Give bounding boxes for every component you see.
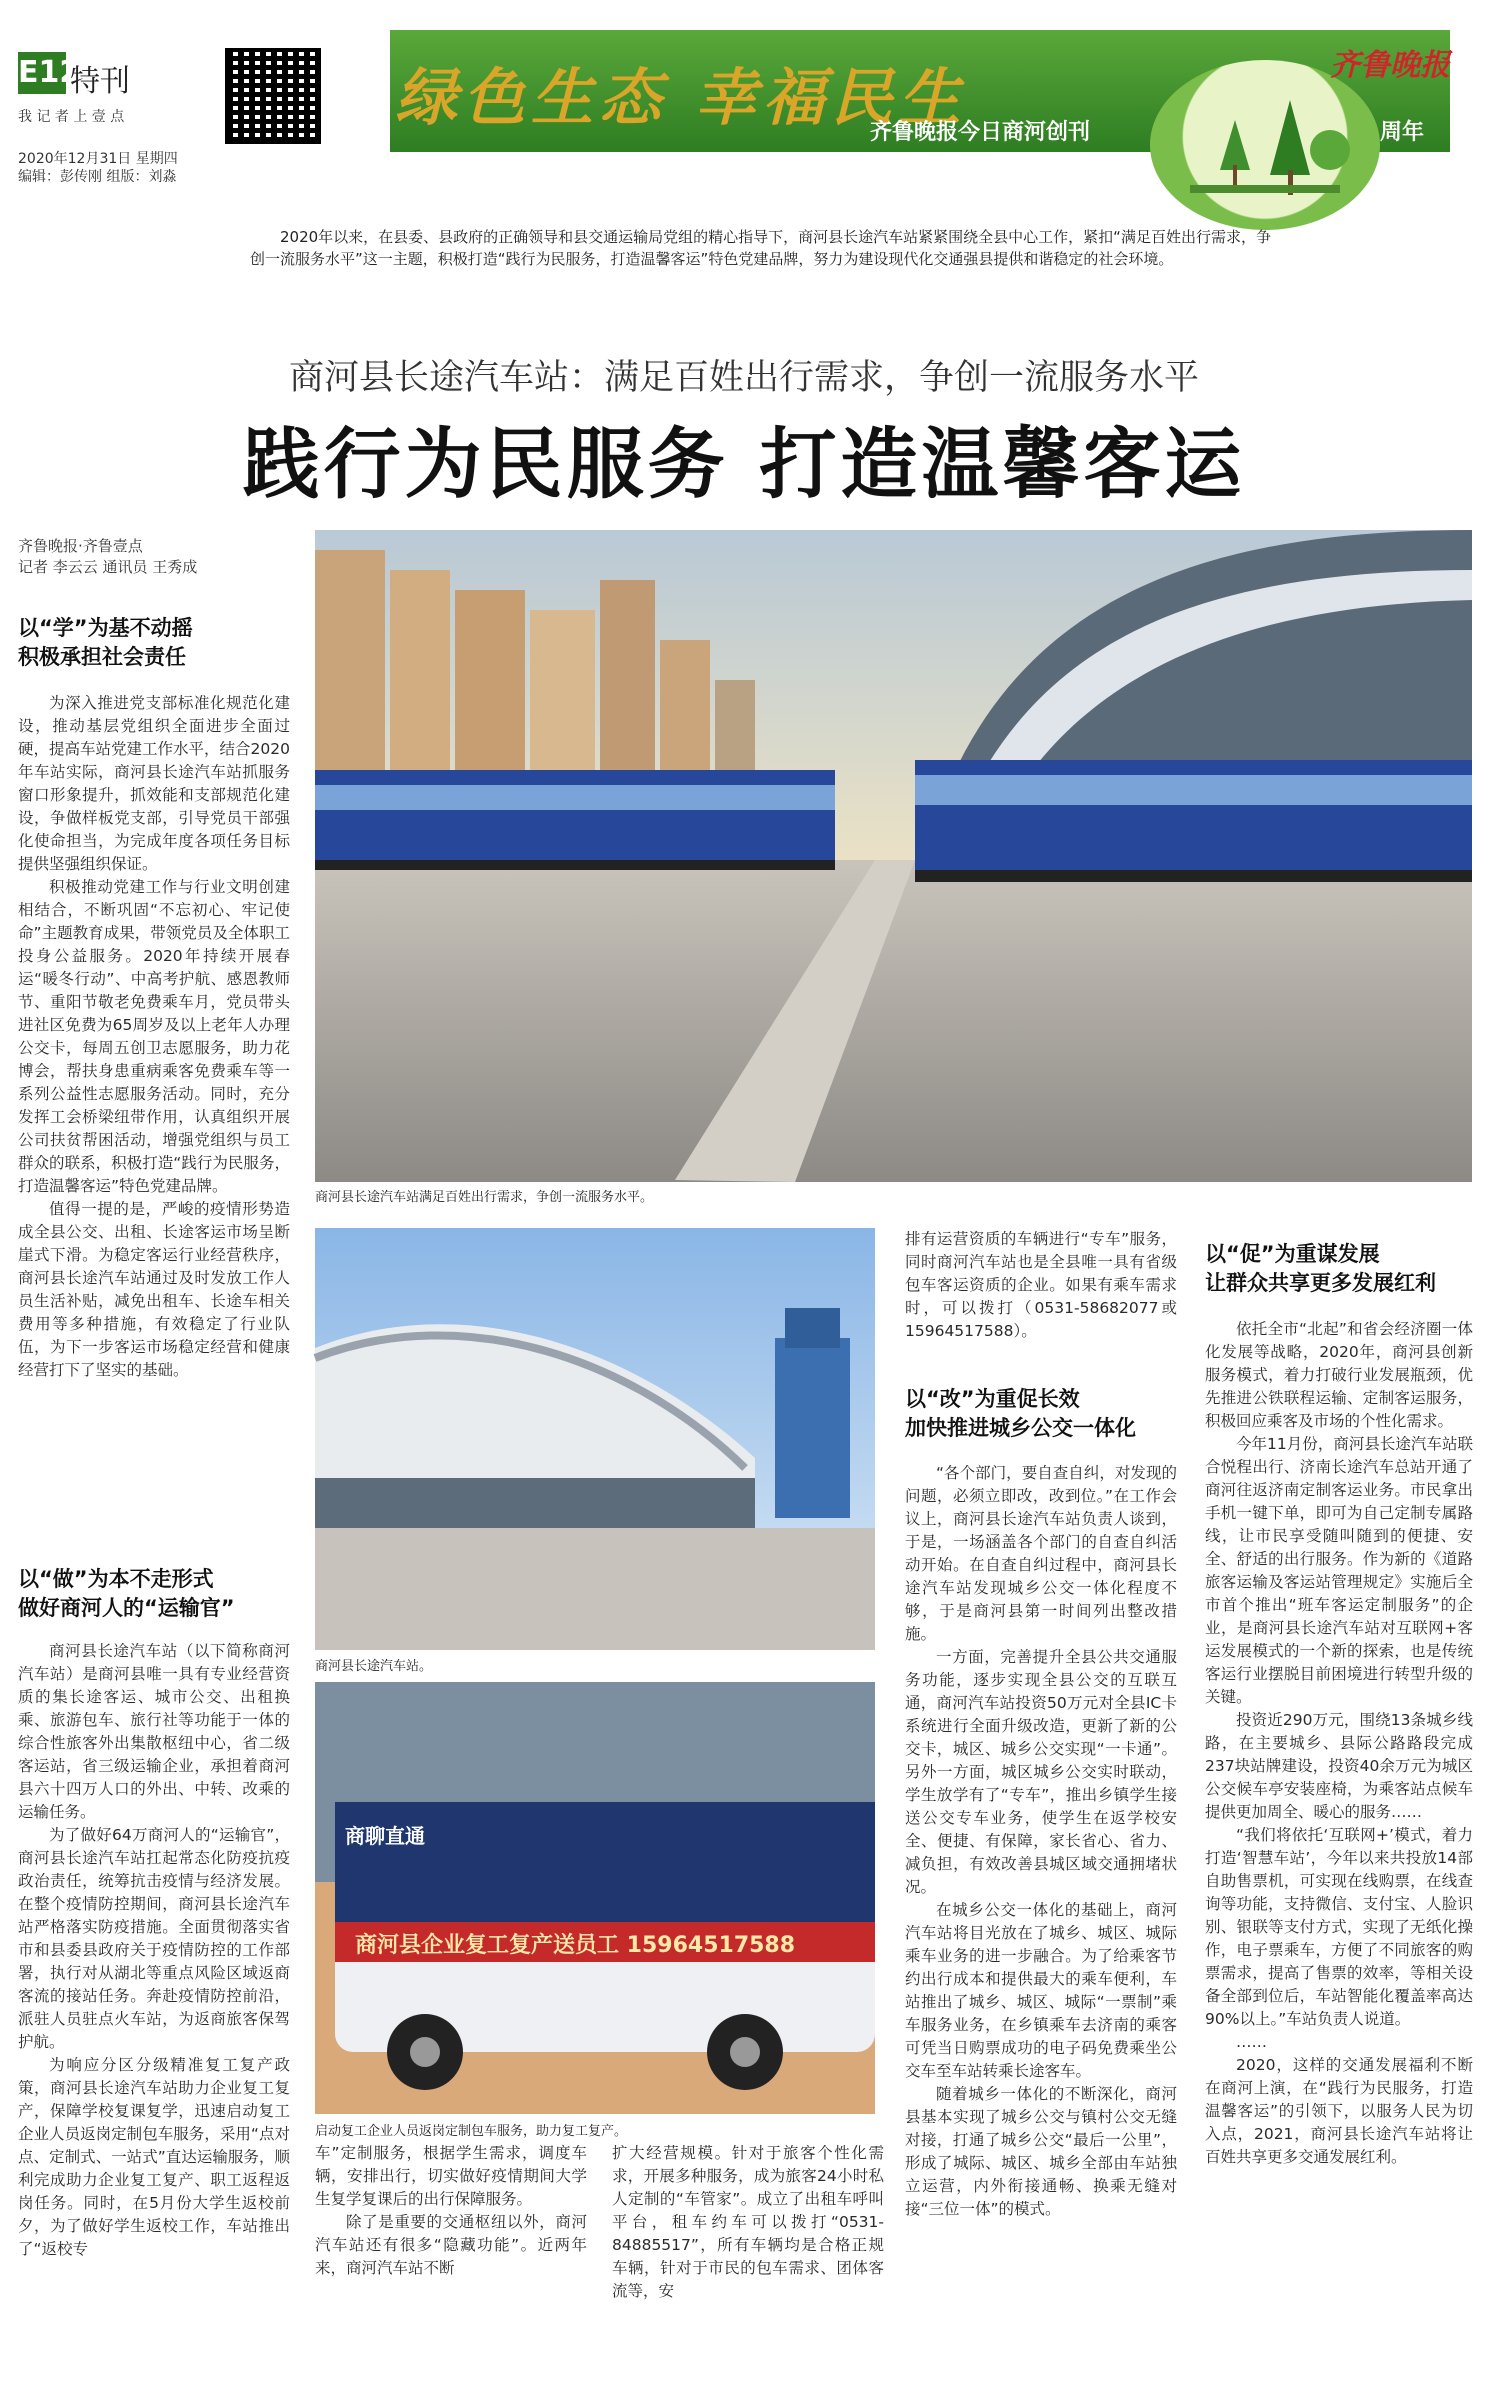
reporter-line: 我 记 者 上 壹 点	[18, 109, 125, 125]
paragraph: 依托全市“北起”和省会经济圈一体化发展等战略，2020年，商河县创新服务模式，着力打破行业发展瓶颈，优先推进公铁联程运输、定制客运服务，积极回应乘客及市场的个性化需求。	[1205, 1320, 1473, 1430]
photo-bus-fleet	[315, 530, 1472, 1182]
byline-reporters: 记者 李云云 通讯员 王秀成	[18, 558, 198, 576]
paragraph: 随着城乡一体化的不断深化，商河县基本实现了城乡公交与镇村公交无缝对接，打通了城乡公交“最后一公里”，形成了城际、城区、城乡全部由车站独立运营，内外衔接通畅、换乘无缝对接“三位一体”的模式。	[905, 2085, 1177, 2218]
paragraph: 值得一提的是，严峻的疫情形势造成全县公交、出租、长途客运市场呈断崖式下滑。为稳定客运行业经营秩序，商河县长途汽车站通过及时发放工作人员生活补贴，减免出租车、长途车相关费用等多种措施，有效稳定了行业队伍，为下一步客运市场稳定经营和健康经营打下了坚实的基础。	[18, 1200, 290, 1379]
bus-logo: 商聊直通	[345, 1824, 425, 1848]
photo-caption-3: 启动复工企业人员返岗定制包车服务，助力复工复产。	[315, 2124, 628, 2139]
article-subtitle: 商河县长途汽车站：满足百姓出行需求，争创一流服务水平	[288, 358, 1199, 398]
heading-line: 以“学”为基不动摇	[18, 616, 193, 640]
anniversary-text: 齐鲁晚报今日商河创刊	[870, 120, 1091, 145]
heading-line: 以“促”为重谋发展	[1205, 1242, 1380, 1266]
column-1-text-b	[18, 1640, 290, 2385]
section-heading-study	[18, 614, 288, 672]
paragraph: 今年11月份，商河县长途汽车站联合悦程出行、济南长途汽车总站开通了商河往返济南定制客运业务。市民拿出手机一键下单，即可为自己定制专属路线，让市民享受随叫随到的便捷、安全、舒适的出行服务。作为新的《道路旅客运输及客运站管理规定》实施后全市首个推出“班车客运定制服务”的企业，是商河县长途汽车站对互联网+客运发展模式的一个新的探索，也是传统客运行业摆脱目前困境进行转型升级的关键。	[1205, 1435, 1473, 1706]
section-heading-do	[18, 1565, 290, 1623]
bus-banner-text: 商河县企业复工复产送员工 15964517588	[355, 1933, 796, 1958]
section-heading-promote	[1205, 1240, 1475, 1298]
paragraph: 在城乡公交一体化的基础上，商河汽车站将目光放在了城乡、城区、城际乘车业务的进一步融合。为了给乘客节约出行成本和提供最大的乘车便利，车站推出了城乡、城区、城际“一票制”乘车服务业务，在乡镇乘车去济南的乘客可凭当日购票成功的电子码免费乘坐公交车至车站转乘长途客车。	[905, 1901, 1177, 2080]
paragraph: “我们将依托‘互联网+’模式，着力打造‘智慧车站’，今年以来共投放14部自助售票机，可实现在线购票，在线查询等功能，支持微信、支付宝、人脸识别、银联等支付方式，实现了无纸化操作，电子票乘车，方便了不同旅客的购票需求，提高了售票的效率，等相关设备全部到位后，车站智能化覆盖率高达90%以上。”车站负责人说道。	[1205, 1826, 1473, 2028]
paragraph: 为了做好64万商河人的“运输官”，商河县长途汽车站扛起常态化防疫抗疫政治责任，统筹抗击疫情与经济发展。在整个疫情防控期间，商河县长途汽车站严格落实防疫措施。全面贯彻落实省市和县委县政府关于疫情防控的工作部署，执行对从湖北等重点风险区域返商客流的接站任务。奔赴疫情防控前沿，派驻人员驻点火车站，为返商旅客保驾护航。	[18, 1826, 290, 2051]
tree-badge-icon	[1150, 60, 1380, 230]
header-slogan: 绿色生态 幸福民生	[395, 61, 967, 134]
paragraph: 扩大经营规模。针对于旅客个性化需求，开展多种服务，成为旅客24小时私人定制的“车管家”。成立了出租车呼叫平台，租车约车可以拨打“0531-84885517”，所有车辆均是合格正规车辆，针对于市民的包车需求、团体客流等，安	[612, 2144, 884, 2300]
heading-line: 做好商河人的“运输官”	[18, 1596, 235, 1620]
newspaper-brand: 齐鲁晚报	[1330, 48, 1450, 83]
intro-paragraph: 2020年以来，在县委、县政府的正确领导和县交通运输局党组的精心指导下，商河县长途汽车站紧紧围绕全县中心工作，紧扣“满足百姓出行需求，争创一流服务水平”这一主题，积极打造“践行为民服务，打造温馨客运”特色党建品牌，努力为建设现代化交通强县提供和谐稳定的社会环境。	[250, 228, 1271, 268]
editor-line: 编辑：彭传刚 组版：刘淼	[18, 169, 177, 185]
paragraph: 2020，这样的交通发展福利不断在商河上演，在“践行为民服务，打造温馨客运”的引领下，以服务人民为切入点，2021，商河县长途汽车站将让百姓共享更多交通发展红利。	[1205, 2056, 1473, 2166]
page-tag: 特刊	[70, 64, 130, 99]
column-2b-text	[612, 2142, 884, 2387]
page-header	[0, 0, 1488, 225]
paragraph: 一方面，完善提升全县公共交通服务功能，逐步实现全县公交的互联互通，商河汽车站投资50万元对全县IC卡系统进行全面升级改造，更新了新的公交卡，城区、城乡公交实现“一卡通”。另外一方面，城区城乡公交实时联动，学生放学有了“专车”，推出乡镇学生接送公交专车业务，使学生在返学校安全、便捷、有保障，家长省心、省力、减负担，有效改善县城区域交通拥堵状况。	[905, 1648, 1177, 1896]
photo-caption-1: 商河县长途汽车站满足百姓出行需求，争创一流服务水平。	[315, 1190, 654, 1205]
anniversary-text-suffix: 周年	[1380, 120, 1425, 145]
heading-line: 加快推进城乡公交一体化	[905, 1416, 1136, 1440]
page-number: E12	[18, 52, 66, 94]
date-line: 2020年12月31日 星期四	[18, 151, 178, 167]
column-3-text-b	[905, 1462, 1177, 2218]
paragraph: 排有运营资质的车辆进行“专车”服务，同时商河汽车站也是全县唯一具有省级包车客运资质的企业。如果有乘车需求时，可以拨打（0531-58682077或15964517588）。	[905, 1230, 1177, 1340]
paragraph: 除了是重要的交通枢纽以外，商河汽车站还有很多“隐藏功能”。近两年来，商河汽车站不断	[315, 2213, 587, 2277]
paragraph: ……	[1236, 2033, 1267, 2051]
photo-caption-2: 商河县长途汽车站。	[315, 1659, 433, 1674]
paragraph: 为响应分区分级精准复工复产政策，商河县长途汽车站助力企业复工复产，保障学校复课复学，迅速启动复工企业人员返岗定制包车服务，采用“点对点、定制式、一站式”直达运输服务，顺利完成助力企业复工复产、职工返程返岗任务。同时，在5月份大学生返校前夕，为了做好学生返校工作，车站推出了“返校专	[18, 2056, 290, 2258]
photo-bus-banner	[315, 1682, 875, 2114]
column-4-text	[1205, 1318, 1473, 2388]
article-headline: 践行为民服务 打造温馨客运	[242, 421, 1246, 510]
paragraph: 车”定制服务，根据学生需求，调度车辆，安排出行，切实做好疫情期间大学生复学复课后的出行保障服务。	[315, 2144, 587, 2208]
photo-bus-station	[315, 1228, 875, 1650]
heading-line: 让群众共享更多发展红利	[1205, 1271, 1436, 1295]
heading-line: 以“做”为本不走形式	[18, 1567, 214, 1591]
section-heading-reform	[905, 1385, 1177, 1443]
heading-line: 积极承担社会责任	[18, 645, 186, 669]
column-2-text	[315, 2142, 587, 2387]
column-3-text-a	[905, 1228, 1177, 1378]
paragraph: 为深入推进党支部标准化规范化建设，推动基层党组织全面进步全面过硬，提高车站党建工作水平，结合2020年车站实际，商河县长途汽车站抓服务窗口形象提升，抓效能和支部规范化建设，争做样板党支部，引导党员干部强化使命担当，为完成年度各项任务目标提供坚强组织保证。	[18, 694, 290, 873]
paragraph: “各个部门，要自查自纠，对发现的问题，必须立即改，改到位。”在工作会议上，商河县长途汽车站负责人谈到，于是，一场涵盖各个部门的自查自纠活动开始。在自查自纠过程中，商河县长途汽车站发现城乡公交一体化程度不够，于是商河县第一时间列出整改措施。	[905, 1464, 1177, 1643]
paragraph: 积极推动党建工作与行业文明创建相结合，不断巩固“不忘初心、牢记使命”主题教育成果，带领党员及全体职工投身公益服务。2020年持续开展春运“暖冬行动”、中高考护航、感恩教师节、重阳节敬老免费乘车月，党员带头进社区免费为65周岁及以上老年人办理公交卡，每周五创卫志愿服务，助力花博会，帮扶身患重病乘客免费乘车等一系列公益性志愿服务活动。同时，充分发挥工会桥梁纽带作用，认真组织开展公司扶贫帮困活动，增强党组织与员工群众的联系，积极打造“践行为民服务，打造温馨客运”特色党建品牌。	[18, 878, 290, 1195]
column-1-text-a	[18, 692, 290, 1552]
paragraph: 商河县长途汽车站（以下简称商河汽车站）是商河县唯一具有专业经营资质的集长途客运、城市公交、出租换乘、旅游包车、旅行社等功能于一体的综合性旅客外出集散枢纽中心，省二级客运站，省三级运输企业，承担着商河县六十四万人口的外出、中转、改乘的运输任务。	[18, 1642, 290, 1821]
heading-line: 以“改”为重促长效	[905, 1387, 1080, 1411]
qr-code-icon	[225, 48, 321, 144]
paragraph: 投资近290万元，围绕13条城乡线路，在主要城乡、县际公路路段完成237块站牌建设，投资40余万元为城区公交候车亭安装座椅，为乘客站点候车提供更加周全、暖心的服务……	[1205, 1711, 1473, 1821]
byline-source: 齐鲁晚报·齐鲁壹点	[18, 537, 143, 555]
